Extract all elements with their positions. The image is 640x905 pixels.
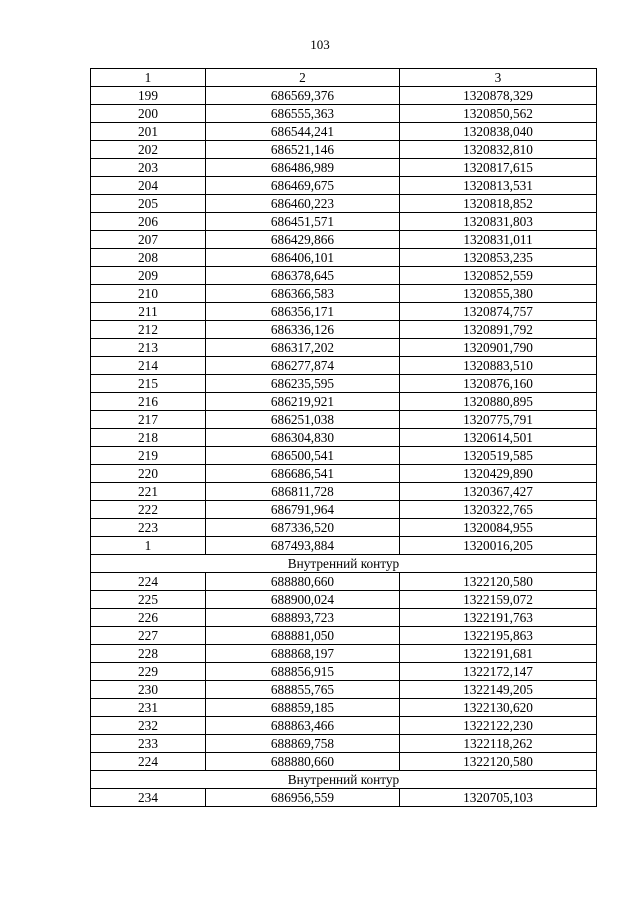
table-row — [91, 537, 597, 555]
x-coordinate-cell: 688856,915 — [206, 663, 400, 681]
x-coordinate-cell: 688900,024 — [206, 591, 400, 609]
x-coordinate-cell: 686791,964 — [206, 501, 400, 519]
table-row — [91, 465, 597, 483]
point-number-cell: 200 — [91, 105, 206, 123]
x-coordinate-cell: 686429,866 — [206, 231, 400, 249]
point-number-cell: 232 — [91, 717, 206, 735]
x-coordinate-cell: 686460,223 — [206, 195, 400, 213]
table-row — [91, 303, 597, 321]
table-row — [91, 249, 597, 267]
x-coordinate-cell: 686251,038 — [206, 411, 400, 429]
x-coordinate-cell: 686317,202 — [206, 339, 400, 357]
y-coordinate-cell: 1320831,803 — [400, 213, 597, 231]
y-coordinate-cell: 1320831,011 — [400, 231, 597, 249]
x-coordinate-cell: 686219,921 — [206, 393, 400, 411]
y-coordinate-cell: 1322195,863 — [400, 627, 597, 645]
x-coordinate-cell: 688880,660 — [206, 753, 400, 771]
y-coordinate-cell: 1322120,580 — [400, 573, 597, 591]
section-row — [91, 555, 597, 573]
table-row — [91, 285, 597, 303]
y-coordinate-cell: 1320813,531 — [400, 177, 597, 195]
table-row — [91, 519, 597, 537]
y-coordinate-cell: 1322172,147 — [400, 663, 597, 681]
table-row — [91, 789, 597, 807]
point-number-cell: 224 — [91, 753, 206, 771]
point-number-cell: 210 — [91, 285, 206, 303]
point-number-cell: 229 — [91, 663, 206, 681]
x-coordinate-cell: 688863,466 — [206, 717, 400, 735]
table-row — [91, 501, 597, 519]
table-row — [91, 627, 597, 645]
y-coordinate-cell: 1320429,890 — [400, 465, 597, 483]
x-coordinate-cell: 686366,583 — [206, 285, 400, 303]
y-coordinate-cell: 1320817,615 — [400, 159, 597, 177]
y-coordinate-cell: 1320876,160 — [400, 375, 597, 393]
point-number-cell: 215 — [91, 375, 206, 393]
y-coordinate-cell: 1320367,427 — [400, 483, 597, 501]
x-coordinate-cell: 687336,520 — [206, 519, 400, 537]
point-number-cell: 207 — [91, 231, 206, 249]
table-row — [91, 159, 597, 177]
table-row — [91, 609, 597, 627]
x-coordinate-cell: 686469,675 — [206, 177, 400, 195]
x-coordinate-cell: 686336,126 — [206, 321, 400, 339]
point-number-cell: 223 — [91, 519, 206, 537]
x-coordinate-cell: 686686,541 — [206, 465, 400, 483]
x-coordinate-cell: 686277,874 — [206, 357, 400, 375]
y-coordinate-cell: 1320775,791 — [400, 411, 597, 429]
x-coordinate-cell: 686521,146 — [206, 141, 400, 159]
y-coordinate-cell: 1320883,510 — [400, 357, 597, 375]
table-row — [91, 375, 597, 393]
point-number-cell: 213 — [91, 339, 206, 357]
y-coordinate-cell: 1320838,040 — [400, 123, 597, 141]
table-row — [91, 753, 597, 771]
point-number-cell: 202 — [91, 141, 206, 159]
table-row — [91, 321, 597, 339]
point-number-cell: 216 — [91, 393, 206, 411]
y-coordinate-cell: 1320519,585 — [400, 447, 597, 465]
y-coordinate-cell: 1320874,757 — [400, 303, 597, 321]
x-coordinate-cell: 688869,758 — [206, 735, 400, 753]
point-number-cell: 230 — [91, 681, 206, 699]
table-row — [91, 573, 597, 591]
y-coordinate-cell: 1320852,559 — [400, 267, 597, 285]
table-row — [91, 231, 597, 249]
table-row — [91, 681, 597, 699]
x-coordinate-cell: 686544,241 — [206, 123, 400, 141]
y-coordinate-cell: 1320880,895 — [400, 393, 597, 411]
y-coordinate-cell: 1320853,235 — [400, 249, 597, 267]
y-coordinate-cell: 1322122,230 — [400, 717, 597, 735]
x-coordinate-cell: 688880,660 — [206, 573, 400, 591]
table-row — [91, 141, 597, 159]
x-coordinate-cell: 686304,830 — [206, 429, 400, 447]
y-coordinate-cell: 1322118,262 — [400, 735, 597, 753]
table-row — [91, 591, 597, 609]
y-coordinate-cell: 1320832,810 — [400, 141, 597, 159]
y-coordinate-cell: 1322191,763 — [400, 609, 597, 627]
point-number-cell: 204 — [91, 177, 206, 195]
point-number-cell: 222 — [91, 501, 206, 519]
point-number-cell: 228 — [91, 645, 206, 663]
table-row — [91, 339, 597, 357]
section-label: Внутренний контур — [91, 555, 597, 573]
table-row — [91, 699, 597, 717]
section-row — [91, 771, 597, 789]
section-label: Внутренний контур — [91, 771, 597, 789]
table-row — [91, 195, 597, 213]
x-coordinate-cell: 688859,185 — [206, 699, 400, 717]
y-coordinate-cell: 1320891,792 — [400, 321, 597, 339]
header-row — [91, 69, 597, 87]
table-row — [91, 429, 597, 447]
point-number-cell: 227 — [91, 627, 206, 645]
y-coordinate-cell: 1320016,205 — [400, 537, 597, 555]
table-row — [91, 105, 597, 123]
table-row — [91, 663, 597, 681]
x-coordinate-cell: 686378,645 — [206, 267, 400, 285]
x-coordinate-cell: 686451,571 — [206, 213, 400, 231]
x-coordinate-cell: 686811,728 — [206, 483, 400, 501]
x-coordinate-cell: 686235,595 — [206, 375, 400, 393]
point-number-cell: 217 — [91, 411, 206, 429]
point-number-cell: 209 — [91, 267, 206, 285]
point-number-cell: 218 — [91, 429, 206, 447]
table-row — [91, 447, 597, 465]
table-row — [91, 87, 597, 105]
point-number-cell: 199 — [91, 87, 206, 105]
x-coordinate-cell: 686486,989 — [206, 159, 400, 177]
point-number-cell: 211 — [91, 303, 206, 321]
table-row — [91, 735, 597, 753]
point-number-cell: 233 — [91, 735, 206, 753]
point-number-cell: 220 — [91, 465, 206, 483]
point-number-cell: 1 — [91, 537, 206, 555]
x-coordinate-cell: 686356,171 — [206, 303, 400, 321]
point-number-cell: 231 — [91, 699, 206, 717]
x-coordinate-cell: 686956,559 — [206, 789, 400, 807]
point-number-cell: 224 — [91, 573, 206, 591]
point-number-cell: 234 — [91, 789, 206, 807]
header-cell-point: 1 — [91, 69, 206, 87]
point-number-cell: 225 — [91, 591, 206, 609]
point-number-cell: 219 — [91, 447, 206, 465]
y-coordinate-cell: 1322159,072 — [400, 591, 597, 609]
point-number-cell: 208 — [91, 249, 206, 267]
page-number: 103 — [310, 37, 330, 52]
table-row — [91, 213, 597, 231]
table-header — [91, 69, 597, 87]
header-cell-x: 2 — [206, 69, 400, 87]
y-coordinate-cell: 1320855,380 — [400, 285, 597, 303]
y-coordinate-cell: 1320818,852 — [400, 195, 597, 213]
x-coordinate-cell: 688881,050 — [206, 627, 400, 645]
x-coordinate-cell: 686555,363 — [206, 105, 400, 123]
y-coordinate-cell: 1320705,103 — [400, 789, 597, 807]
y-coordinate-cell: 1320901,790 — [400, 339, 597, 357]
x-coordinate-cell: 687493,884 — [206, 537, 400, 555]
coordinates-table — [90, 68, 597, 807]
y-coordinate-cell: 1322149,205 — [400, 681, 597, 699]
table-body — [91, 87, 597, 807]
y-coordinate-cell: 1320322,765 — [400, 501, 597, 519]
table-row — [91, 357, 597, 375]
table-row — [91, 483, 597, 501]
x-coordinate-cell: 688893,723 — [206, 609, 400, 627]
y-coordinate-cell: 1320850,562 — [400, 105, 597, 123]
table-row — [91, 393, 597, 411]
y-coordinate-cell: 1322130,620 — [400, 699, 597, 717]
header-cell-y: 3 — [400, 69, 597, 87]
point-number-cell: 214 — [91, 357, 206, 375]
point-number-cell: 201 — [91, 123, 206, 141]
table-row — [91, 645, 597, 663]
x-coordinate-cell: 688855,765 — [206, 681, 400, 699]
x-coordinate-cell: 686500,541 — [206, 447, 400, 465]
y-coordinate-cell: 1320614,501 — [400, 429, 597, 447]
table-row — [91, 267, 597, 285]
point-number-cell: 221 — [91, 483, 206, 501]
point-number-cell: 203 — [91, 159, 206, 177]
y-coordinate-cell: 1322120,580 — [400, 753, 597, 771]
y-coordinate-cell: 1320084,955 — [400, 519, 597, 537]
x-coordinate-cell: 686406,101 — [206, 249, 400, 267]
table-row — [91, 177, 597, 195]
x-coordinate-cell: 686569,376 — [206, 87, 400, 105]
y-coordinate-cell: 1322191,681 — [400, 645, 597, 663]
table-row — [91, 411, 597, 429]
x-coordinate-cell: 688868,197 — [206, 645, 400, 663]
point-number-cell: 205 — [91, 195, 206, 213]
y-coordinate-cell: 1320878,329 — [400, 87, 597, 105]
point-number-cell: 206 — [91, 213, 206, 231]
point-number-cell: 212 — [91, 321, 206, 339]
point-number-cell: 226 — [91, 609, 206, 627]
table-row — [91, 123, 597, 141]
table-row — [91, 717, 597, 735]
